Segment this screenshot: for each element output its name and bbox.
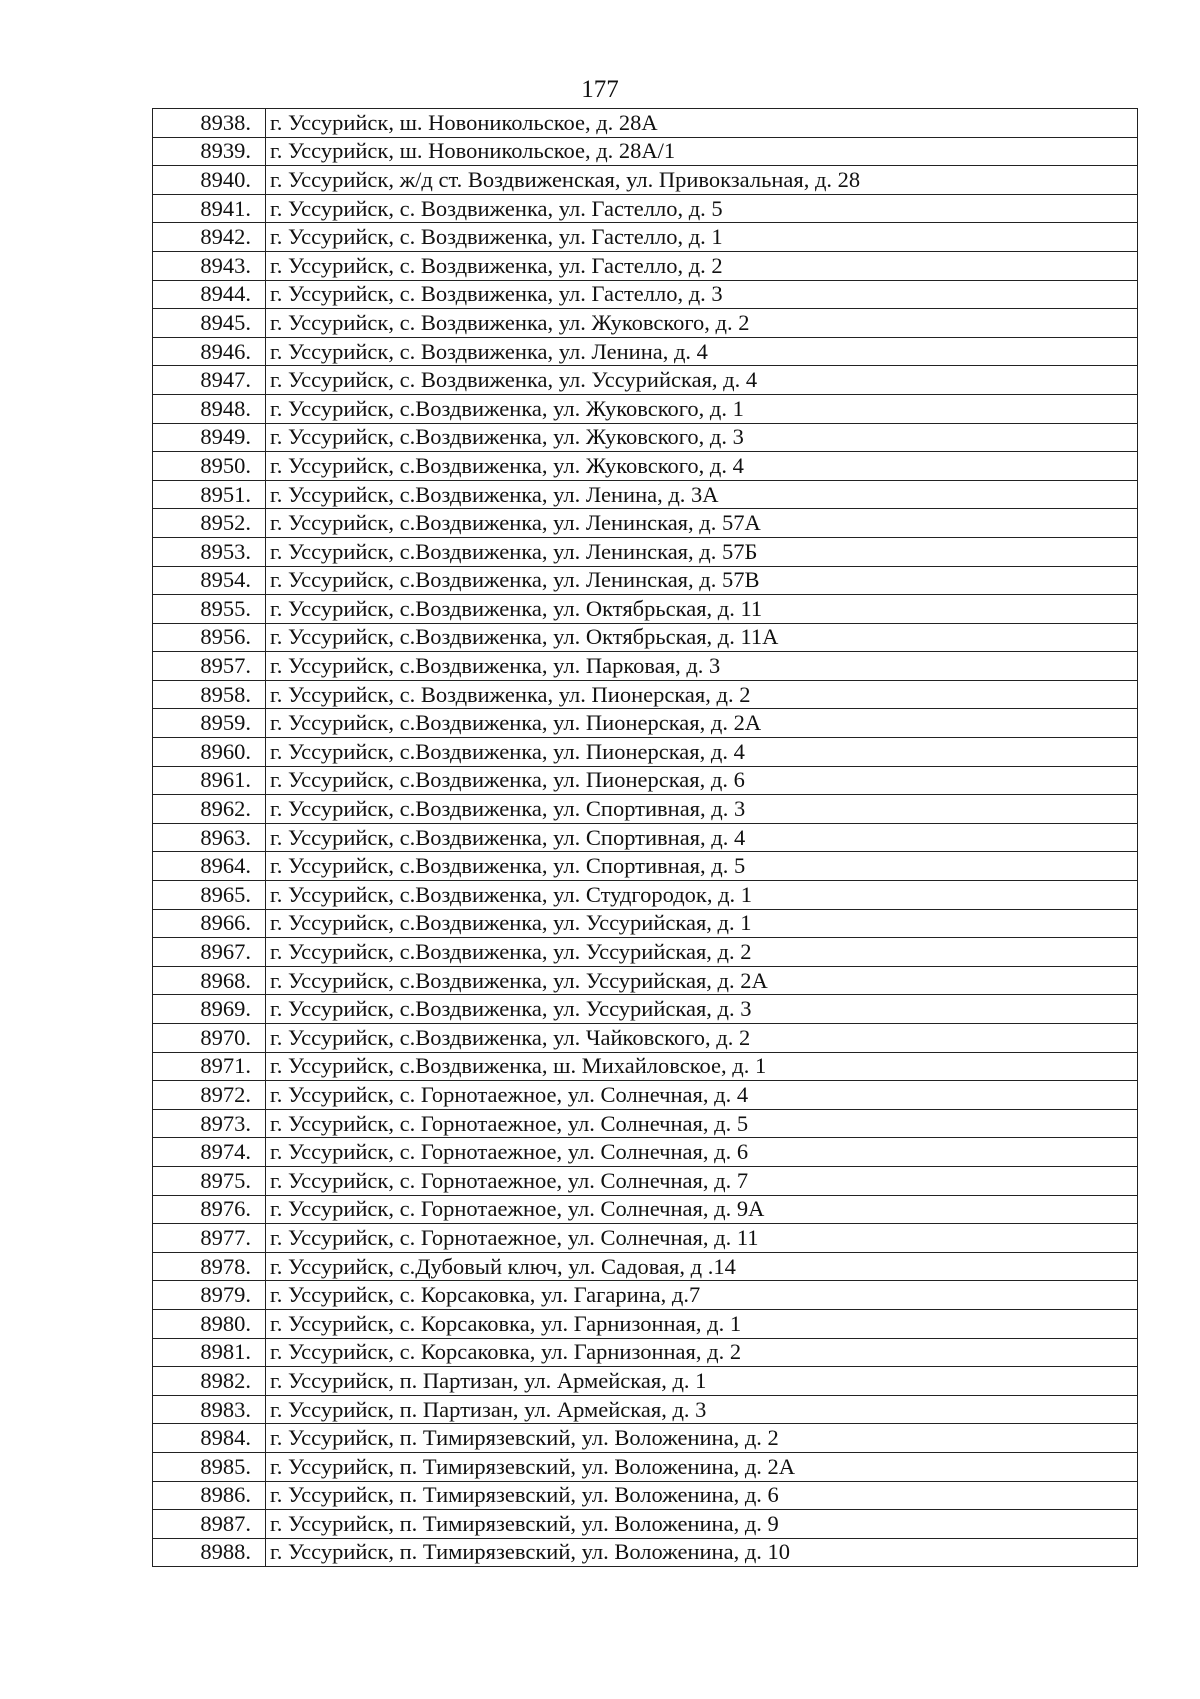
table-row: [153, 423, 1138, 452]
row-number: 8987.: [153, 1510, 266, 1539]
row-number: 8948.: [153, 394, 266, 423]
row-address: г. Уссурийск, с. Горнотаежное, ул. Солнечная, д. 7: [266, 1166, 1138, 1195]
row-address: г. Уссурийск, с.Воздвиженка, ул. Спортивная, д. 4: [266, 823, 1138, 852]
row-number: 8940.: [153, 166, 266, 195]
row-address: г. Уссурийск, с.Воздвиженка, ул. Ленина, д. 3А: [266, 480, 1138, 509]
table-row: [153, 766, 1138, 795]
row-number: 8938.: [153, 109, 266, 138]
row-number: 8967.: [153, 938, 266, 967]
row-number: 8963.: [153, 823, 266, 852]
row-number: 8971.: [153, 1052, 266, 1081]
row-number: 8956.: [153, 623, 266, 652]
row-number: 8946.: [153, 337, 266, 366]
address-table: [152, 108, 1138, 1567]
row-number: 8960.: [153, 738, 266, 767]
row-number: 8988.: [153, 1538, 266, 1567]
row-number: 8954.: [153, 566, 266, 595]
table-row: [153, 909, 1138, 938]
row-number: 8939.: [153, 137, 266, 166]
row-address: г. Уссурийск, с.Воздвиженка, ул. Жуковского, д. 1: [266, 394, 1138, 423]
row-number: 8979.: [153, 1281, 266, 1310]
table-row: [153, 852, 1138, 881]
row-number: 8966.: [153, 909, 266, 938]
table-row: [153, 566, 1138, 595]
row-number: 8968.: [153, 966, 266, 995]
table-row: [153, 223, 1138, 252]
row-address: г. Уссурийск, с. Воздвиженка, ул. Уссурийская, д. 4: [266, 366, 1138, 395]
row-address: г. Уссурийск, с.Воздвиженка, ул. Уссурийская, д. 2А: [266, 966, 1138, 995]
row-address: г. Уссурийск, с. Воздвиженка, ул. Гастелло, д. 1: [266, 223, 1138, 252]
table-row: [153, 966, 1138, 995]
table-row: [153, 509, 1138, 538]
row-number: 8970.: [153, 1024, 266, 1053]
row-address: г. Уссурийск, с.Воздвиженка, ул. Октябрьская, д. 11А: [266, 623, 1138, 652]
address-table-body: [153, 109, 1138, 1567]
table-row: [153, 194, 1138, 223]
row-number: 8965.: [153, 881, 266, 910]
row-number: 8976.: [153, 1195, 266, 1224]
row-number: 8942.: [153, 223, 266, 252]
row-number: 8959.: [153, 709, 266, 738]
row-address: г. Уссурийск, с.Воздвиженка, ул. Парковая, д. 3: [266, 652, 1138, 681]
row-number: 8984.: [153, 1424, 266, 1453]
row-address: г. Уссурийск, ш. Новоникольское, д. 28А: [266, 109, 1138, 138]
table-row: [153, 166, 1138, 195]
row-address: г. Уссурийск, с. Воздвиженка, ул. Гастелло, д. 5: [266, 194, 1138, 223]
table-row: [153, 652, 1138, 681]
row-number: 8958.: [153, 680, 266, 709]
row-address: г. Уссурийск, п. Партизан, ул. Армейская, д. 3: [266, 1395, 1138, 1424]
row-address: г. Уссурийск, с. Воздвиженка, ул. Гастелло, д. 3: [266, 280, 1138, 309]
table-row: [153, 1481, 1138, 1510]
table-row: [153, 680, 1138, 709]
table-row: [153, 1424, 1138, 1453]
row-address: г. Уссурийск, с. Горнотаежное, ул. Солнечная, д. 6: [266, 1138, 1138, 1167]
row-address: г. Уссурийск, с. Воздвиженка, ул. Гастелло, д. 2: [266, 251, 1138, 280]
table-row: [153, 537, 1138, 566]
row-address: г. Уссурийск, с.Воздвиженка, ул. Ленинская, д. 57Б: [266, 537, 1138, 566]
table-row: [153, 709, 1138, 738]
row-address: г. Уссурийск, с.Воздвиженка, ул. Спортивная, д. 3: [266, 795, 1138, 824]
row-number: 8949.: [153, 423, 266, 452]
row-address: г. Уссурийск, п. Партизан, ул. Армейская, д. 1: [266, 1367, 1138, 1396]
row-number: 8981.: [153, 1338, 266, 1367]
row-number: 8982.: [153, 1367, 266, 1396]
row-address: г. Уссурийск, с. Корсаковка, ул. Гарнизонная, д. 2: [266, 1338, 1138, 1367]
row-number: 8961.: [153, 766, 266, 795]
row-address: г. Уссурийск, с.Дубовый ключ, ул. Садовая, д .14: [266, 1252, 1138, 1281]
row-address: г. Уссурийск, с.Воздвиженка, ш. Михайловское, д. 1: [266, 1052, 1138, 1081]
table-row: [153, 1538, 1138, 1567]
row-address: г. Уссурийск, с.Воздвиженка, ул. Уссурийская, д. 2: [266, 938, 1138, 967]
row-address: г. Уссурийск, с.Воздвиженка, ул. Жуковского, д. 4: [266, 452, 1138, 481]
row-address: г. Уссурийск, с. Корсаковка, ул. Гарнизонная, д. 1: [266, 1309, 1138, 1338]
table-row: [153, 1309, 1138, 1338]
table-row: [153, 366, 1138, 395]
table-row: [153, 1452, 1138, 1481]
row-address: г. Уссурийск, с. Воздвиженка, ул. Пионерская, д. 2: [266, 680, 1138, 709]
row-number: 8973.: [153, 1109, 266, 1138]
table-row: [153, 1138, 1138, 1167]
row-address: г. Уссурийск, п. Тимирязевский, ул. Воложенина, д. 2А: [266, 1452, 1138, 1481]
row-number: 8983.: [153, 1395, 266, 1424]
row-number: 8944.: [153, 280, 266, 309]
table-row: [153, 452, 1138, 481]
row-address: г. Уссурийск, с. Горнотаежное, ул. Солнечная, д. 11: [266, 1224, 1138, 1253]
row-number: 8985.: [153, 1452, 266, 1481]
row-address: г. Уссурийск, с. Корсаковка, ул. Гагарина, д.7: [266, 1281, 1138, 1310]
row-number: 8980.: [153, 1309, 266, 1338]
table-row: [153, 251, 1138, 280]
row-address: г. Уссурийск, п. Тимирязевский, ул. Воложенина, д. 6: [266, 1481, 1138, 1510]
table-row: [153, 1024, 1138, 1053]
row-address: г. Уссурийск, п. Тимирязевский, ул. Воложенина, д. 2: [266, 1424, 1138, 1453]
row-address: г. Уссурийск, с.Воздвиженка, ул. Ленинская, д. 57В: [266, 566, 1138, 595]
table-row: [153, 795, 1138, 824]
row-number: 8952.: [153, 509, 266, 538]
row-number: 8957.: [153, 652, 266, 681]
table-row: [153, 1109, 1138, 1138]
table-row: [153, 595, 1138, 624]
row-address: г. Уссурийск, ж/д ст. Воздвиженская, ул. Привокзальная, д. 28: [266, 166, 1138, 195]
table-row: [153, 738, 1138, 767]
row-address: г. Уссурийск, с.Воздвиженка, ул. Пионерская, д. 6: [266, 766, 1138, 795]
row-address: г. Уссурийск, ш. Новоникольское, д. 28А/1: [266, 137, 1138, 166]
table-row: [153, 137, 1138, 166]
row-number: 8978.: [153, 1252, 266, 1281]
row-address: г. Уссурийск, с. Воздвиженка, ул. Жуковского, д. 2: [266, 309, 1138, 338]
row-number: 8969.: [153, 995, 266, 1024]
row-address: г. Уссурийск, п. Тимирязевский, ул. Воложенина, д. 9: [266, 1510, 1138, 1539]
table-row: [153, 280, 1138, 309]
row-address: г. Уссурийск, с. Горнотаежное, ул. Солнечная, д. 9А: [266, 1195, 1138, 1224]
table-row: [153, 823, 1138, 852]
table-row: [153, 881, 1138, 910]
table-row: [153, 337, 1138, 366]
row-address: г. Уссурийск, с.Воздвиженка, ул. Пионерская, д. 2А: [266, 709, 1138, 738]
row-address: г. Уссурийск, с.Воздвиженка, ул. Чайковского, д. 2: [266, 1024, 1138, 1053]
table-row: [153, 1052, 1138, 1081]
table-row: [153, 1338, 1138, 1367]
table-row: [153, 1367, 1138, 1396]
row-address: г. Уссурийск, с.Воздвиженка, ул. Пионерская, д. 4: [266, 738, 1138, 767]
row-number: 8975.: [153, 1166, 266, 1195]
table-row: [153, 1081, 1138, 1110]
row-number: 8945.: [153, 309, 266, 338]
row-number: 8953.: [153, 537, 266, 566]
table-row: [153, 1510, 1138, 1539]
page-number: 177: [581, 76, 619, 103]
row-address: г. Уссурийск, с.Воздвиженка, ул. Октябрьская, д. 11: [266, 595, 1138, 624]
table-row: [153, 1195, 1138, 1224]
row-number: 8951.: [153, 480, 266, 509]
row-address: г. Уссурийск, с.Воздвиженка, ул. Студгородок, д. 1: [266, 881, 1138, 910]
row-address: г. Уссурийск, с. Воздвиженка, ул. Ленина, д. 4: [266, 337, 1138, 366]
table-row: [153, 1252, 1138, 1281]
row-address: г. Уссурийск, с. Горнотаежное, ул. Солнечная, д. 5: [266, 1109, 1138, 1138]
row-address: г. Уссурийск, п. Тимирязевский, ул. Воложенина, д. 10: [266, 1538, 1138, 1567]
row-number: 8955.: [153, 595, 266, 624]
row-number: 8977.: [153, 1224, 266, 1253]
row-address: г. Уссурийск, с.Воздвиженка, ул. Уссурийская, д. 3: [266, 995, 1138, 1024]
table-row: [153, 109, 1138, 138]
row-address: г. Уссурийск, с.Воздвиженка, ул. Уссурийская, д. 1: [266, 909, 1138, 938]
row-address: г. Уссурийск, с. Горнотаежное, ул. Солнечная, д. 4: [266, 1081, 1138, 1110]
table-row: [153, 1281, 1138, 1310]
row-number: 8950.: [153, 452, 266, 481]
row-address: г. Уссурийск, с.Воздвиженка, ул. Жуковского, д. 3: [266, 423, 1138, 452]
row-number: 8986.: [153, 1481, 266, 1510]
table-row: [153, 480, 1138, 509]
row-number: 8943.: [153, 251, 266, 280]
table-row: [153, 1395, 1138, 1424]
table-row: [153, 623, 1138, 652]
row-number: 8941.: [153, 194, 266, 223]
table-row: [153, 1166, 1138, 1195]
table-row: [153, 995, 1138, 1024]
row-number: 8974.: [153, 1138, 266, 1167]
table-row: [153, 938, 1138, 967]
row-address: г. Уссурийск, с.Воздвиженка, ул. Спортивная, д. 5: [266, 852, 1138, 881]
row-number: 8947.: [153, 366, 266, 395]
table-row: [153, 1224, 1138, 1253]
row-address: г. Уссурийск, с.Воздвиженка, ул. Ленинская, д. 57А: [266, 509, 1138, 538]
row-number: 8972.: [153, 1081, 266, 1110]
table-row: [153, 394, 1138, 423]
table-row: [153, 309, 1138, 338]
row-number: 8964.: [153, 852, 266, 881]
row-number: 8962.: [153, 795, 266, 824]
